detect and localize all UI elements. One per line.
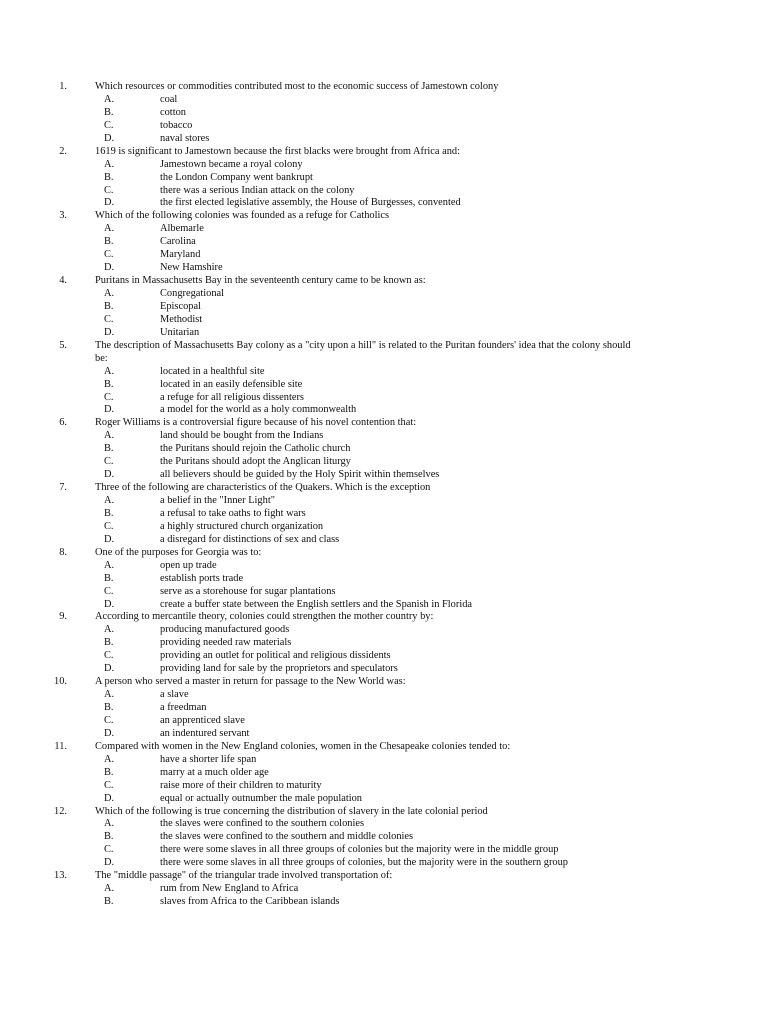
option-letter: D. [104,727,115,739]
option-text: marry at a much older age [160,766,269,778]
question-line [0,146,768,159]
question-text: be: [95,352,108,364]
answer-option [0,560,768,573]
option-letter: A. [104,365,115,377]
option-text: Albemarle [160,223,204,235]
answer-option [0,120,768,133]
option-text: the Puritans should rejoin the Catholic church [160,443,351,455]
option-letter: C. [104,779,114,791]
option-letter: C. [104,650,114,662]
option-letter: C. [104,844,114,856]
answer-option [0,456,768,469]
option-text: the Puritans should adopt the Anglican liturgy [160,456,351,468]
option-text: serve as a storehouse for sugar plantations [160,585,336,597]
answer-option [0,573,768,586]
answer-option [0,818,768,831]
option-text: located in a healthful site [160,365,265,377]
option-letter: B. [104,896,114,908]
question-number: 9. [59,611,67,623]
option-text: cotton [160,106,186,118]
option-letter: A. [104,818,115,830]
option-letter: C. [104,456,114,468]
option-letter: D. [104,598,115,610]
question-line [0,340,768,353]
option-text: establish ports trade [160,572,244,584]
question-text: Which of the following colonies was founded as a refuge for Catholics [95,210,390,222]
question-number: 13. [54,870,67,882]
option-text: a highly structured church organization [160,520,324,532]
answer-option [0,715,768,728]
answer-option [0,637,768,650]
question-text: 1619 is significant to Jamestown because the first blacks were brought from Africa and: [95,145,461,157]
answer-option [0,392,768,405]
option-text: Episcopal [160,300,201,312]
option-letter: B. [104,171,114,183]
answer-option [0,495,768,508]
answer-option [0,133,768,146]
question-line [0,353,768,366]
option-text: coal [160,93,178,105]
answer-option [0,508,768,521]
option-text: open up trade [160,559,217,571]
option-text: a refuge for all religious dissenters [160,391,304,403]
option-text: rum from New England to Africa [160,883,299,895]
option-letter: A. [104,624,115,636]
question-block [0,806,768,871]
answer-option [0,223,768,236]
option-text: equal or actually outnumber the male population [160,792,362,804]
option-letter: D. [104,404,115,416]
option-text: Carolina [160,236,196,248]
option-text: a slave [160,689,189,701]
answer-option [0,185,768,198]
answer-option [0,793,768,806]
question-line [0,210,768,223]
question-number: 12. [54,805,67,817]
option-text: land should be bought from the Indians [160,430,324,442]
option-letter: B. [104,443,114,455]
answer-option [0,262,768,275]
option-letter: B. [104,831,114,843]
answer-option [0,288,768,301]
answer-option [0,301,768,314]
option-letter: C. [104,249,114,261]
option-letter: A. [104,559,115,571]
question-line [0,547,768,560]
answer-option [0,896,768,909]
option-letter: B. [104,637,114,649]
answer-option [0,443,768,456]
option-letter: D. [104,469,115,481]
option-letter: C. [104,119,114,131]
option-letter: D. [104,197,115,209]
option-letter: C. [104,313,114,325]
answer-option [0,586,768,599]
question-text: Which resources or commodities contributed most to the economic success of Jamestown colony [95,81,499,92]
option-text: have a shorter life span [160,753,257,765]
answer-option [0,314,768,327]
question-text: Roger Williams is a controversial figure because of his novel contention that: [95,417,417,429]
question-text: The "middle passage" of the triangular trade involved transportation of: [95,870,393,882]
option-text: a freedman [160,702,207,713]
option-letter: C. [104,184,114,196]
question-line [0,611,768,624]
option-text: an indentured servant [160,727,250,739]
option-text: a belief in the "Inner Light" [160,495,275,506]
question-block [0,146,768,211]
question-number: 1. [59,81,67,92]
option-letter: A. [104,689,115,701]
question-text: According to mercantile theory, colonies could strengthen the mother country by: [95,611,434,623]
answer-option [0,366,768,379]
answer-option [0,521,768,534]
answer-option [0,430,768,443]
option-text: there were some slaves in all three groups of colonies but the majority were in the middle group [160,844,559,856]
question-line [0,417,768,430]
answer-option [0,327,768,340]
question-block [0,611,768,676]
answer-option [0,702,768,715]
option-text: a disregard for distinctions of sex and class [160,533,340,545]
answer-option [0,236,768,249]
question-block [0,741,768,806]
question-block [0,676,768,741]
option-letter: A. [104,158,115,170]
question-block [0,340,768,418]
option-text: there were some slaves in all three groups of colonies, but the majority were in the southern group [160,857,569,869]
answer-option [0,379,768,392]
answer-option [0,780,768,793]
option-text: providing needed raw materials [160,637,292,649]
question-block [0,547,768,612]
option-letter: C. [104,520,114,532]
option-text: raise more of their children to maturity [160,779,322,791]
option-letter: A. [104,288,115,299]
question-number: 6. [59,417,67,429]
answer-option [0,624,768,637]
option-text: naval stores [160,132,210,144]
option-letter: C. [104,714,114,726]
question-text: Puritans in Massachusetts Bay in the seventeenth century came to be known as: [95,275,426,287]
question-line [0,741,768,754]
option-text: Jamestown became a royal colony [160,158,303,170]
option-text: providing an outlet for political and religious dissidents [160,650,391,662]
answer-option [0,599,768,612]
option-text: the slaves were confined to the southern colonies [160,818,364,830]
option-letter: D. [104,326,115,338]
option-letter: D. [104,533,115,545]
option-letter: A. [104,883,115,895]
question-number: 7. [59,482,67,494]
option-text: providing land for sale by the proprietors and speculators [160,663,398,675]
option-letter: D. [104,792,115,804]
answer-option [0,172,768,185]
option-letter: B. [104,300,114,312]
option-letter: D. [104,663,115,675]
option-letter: B. [104,702,114,713]
option-text: producing manufactured goods [160,624,290,636]
question-block [0,482,768,547]
question-text: The description of Massachusetts Bay colony as a "city upon a hill" is related to the Puritan founders' idea that the colony should [95,339,631,351]
option-letter: C. [104,391,114,403]
option-letter: B. [104,106,114,118]
answer-option [0,831,768,844]
option-letter: B. [104,507,114,519]
option-letter: A. [104,430,115,442]
answer-option [0,689,768,702]
option-letter: B. [104,766,114,778]
option-letter: D. [104,132,115,144]
question-text: Three of the following are characteristics of the Quakers. Which is the exception [95,482,431,494]
option-letter: A. [104,93,115,105]
option-letter: B. [104,572,114,584]
option-text: Congregational [160,288,225,299]
question-line [0,81,768,94]
answer-option [0,404,768,417]
option-text: an apprenticed slave [160,714,245,726]
option-text: slaves from Africa to the Caribbean islands [160,896,340,908]
option-text: tobacco [160,119,193,131]
question-text: Compared with women in the New England colonies, women in the Chesapeake colonies tended to: [95,740,511,752]
question-line [0,806,768,819]
answer-option [0,159,768,172]
option-text: the first elected legislative assembly, the House of Burgesses, convented [160,197,461,209]
answer-option [0,534,768,547]
question-line [0,870,768,883]
answer-option [0,857,768,870]
option-letter: A. [104,753,115,765]
question-line [0,275,768,288]
option-letter: B. [104,236,114,248]
option-text: a model for the world as a holy commonwealth [160,404,357,416]
answer-option [0,844,768,857]
option-text: all believers should be guided by the Holy Spirit within themselves [160,469,440,481]
option-text: Maryland [160,249,201,261]
question-block [0,81,768,146]
answer-option [0,663,768,676]
question-text: A person who served a master in return for passage to the New World was: [95,676,406,688]
option-text: there was a serious Indian attack on the colony [160,184,355,196]
option-letter: B. [104,378,114,390]
option-text: located in an easily defensible site [160,378,303,390]
question-number: 5. [59,339,67,351]
answer-option [0,197,768,210]
answer-option [0,767,768,780]
question-number: 4. [59,275,67,287]
question-block [0,210,768,275]
question-text: One of the purposes for Georgia was to: [95,546,262,558]
option-text: create a buffer state between the English settlers and the Spanish in Florida [160,598,473,610]
question-number: 3. [59,210,67,222]
question-number: 10. [54,676,67,688]
question-number: 11. [54,740,67,752]
quiz-page [0,81,768,909]
option-text: Unitarian [160,326,200,338]
answer-option [0,728,768,741]
option-letter: D. [104,262,115,274]
answer-option [0,249,768,262]
option-text: a refusal to take oaths to fight wars [160,507,306,519]
question-number: 2. [59,145,67,157]
option-text: Methodist [160,313,203,325]
question-block [0,417,768,482]
option-text: the slaves were confined to the southern and middle colonies [160,831,414,843]
question-text: Which of the following is true concerning the distribution of slavery in the late colonial period [95,805,488,817]
option-text: New Hamshire [160,262,223,274]
answer-option [0,883,768,896]
option-letter: C. [104,585,114,597]
answer-option [0,469,768,482]
question-block [0,870,768,909]
option-letter: D. [104,857,115,869]
option-letter: A. [104,223,115,235]
answer-option [0,754,768,767]
question-line [0,676,768,689]
option-text: the London Company went bankrupt [160,171,313,183]
option-letter: A. [104,495,115,506]
question-number: 8. [59,546,67,558]
answer-option [0,94,768,107]
answer-option [0,650,768,663]
question-block [0,275,768,340]
answer-option [0,107,768,120]
question-line [0,482,768,495]
